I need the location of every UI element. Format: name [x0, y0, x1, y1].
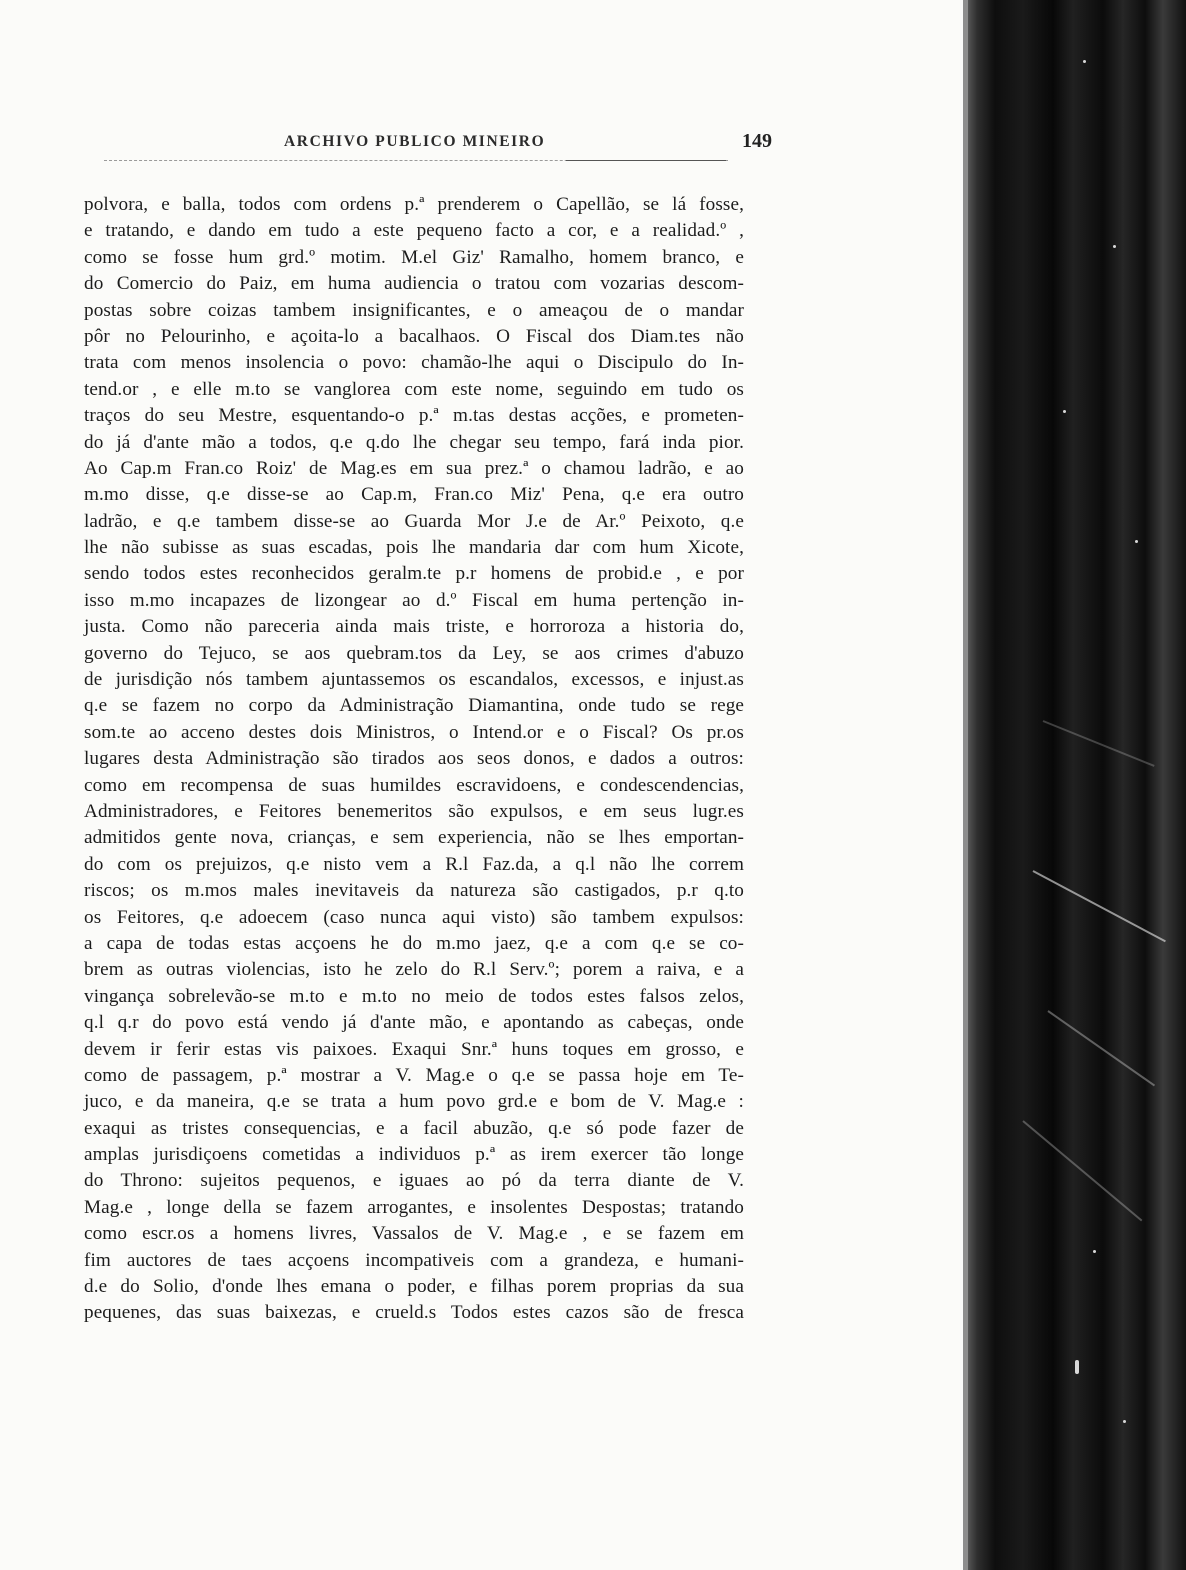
- text-line: exaqui as tristes consequencias, e a facil abuzão, q.e só pode fazer de: [84, 1117, 744, 1139]
- text-line: amplas jurisdiçoens cometidas a individuos p.ª as irem exercer tão longe: [84, 1144, 744, 1166]
- text-line: a capa de todas estas acçoens he do m.mo jaez, q.e a com q.e se co-: [84, 932, 744, 954]
- scan-speck: [1113, 245, 1116, 248]
- text-line: do Throno: sujeitos pequenos, e iguaes ao pó da terra diante de V.: [84, 1170, 744, 1192]
- scan-speck: [1075, 1360, 1079, 1374]
- text-line: som.te ao acceno destes dois Ministros, o Intend.or e o Fiscal? Os pr.os: [84, 721, 744, 743]
- scan-streak: [1047, 1010, 1155, 1086]
- text-line: como escr.os a homens livres, Vassalos de V. Mag.e , e se fazem em: [84, 1223, 744, 1245]
- text-line: justa. Como não pareceria ainda mais triste, e horroroza a historia do,: [84, 616, 744, 638]
- text-line: traços do seu Mestre, esquentando-o p.ª m.tas destas acções, e prometen-: [84, 405, 744, 427]
- text-line: brem as outras violencias, isto he zelo do R.l Serv.º; porem a raiva, e a: [84, 959, 744, 981]
- text-line: d.e do Solio, d'onde lhes emana o poder, e filhas porem proprias da sua: [84, 1276, 744, 1298]
- text-line: fim auctores de taes acçoens incompativeis com a grandeza, e humani-: [84, 1249, 744, 1271]
- scan-speck: [1135, 540, 1138, 543]
- header-rule-solid: [566, 160, 726, 161]
- scan-speck: [1123, 1420, 1126, 1423]
- text-line: polvora, e balla, todos com ordens p.ª prenderem o Capellão, se lá fosse,: [84, 194, 744, 215]
- text-line: q.l q.r do povo está vendo já d'ante mão, e apontando as cabeças, onde: [84, 1012, 744, 1034]
- text-line: sendo todos estes reconhecidos geralm.te p.r homens de probid.e , e por: [84, 563, 744, 585]
- text-line: governo do Tejuco, se aos quebram.tos da Ley, se aos crimes d'abuzo: [84, 642, 744, 664]
- running-title: ARCHIVO PUBLICO MINEIRO: [284, 133, 546, 150]
- text-line: vingança sobrelevão-se m.to e m.to no meio de todos estes falsos zelos,: [84, 985, 744, 1007]
- text-line: q.e se fazem no corpo da Administração Diamantina, onde tudo se rege: [84, 695, 744, 717]
- text-line: Ao Cap.m Fran.co Roiz' de Mag.es em sua prez.ª o chamou ladrão, e ao: [84, 457, 744, 479]
- text-line: devem ir ferir estas vis paixoes. Exaqui Snr.ª huns toques em grosso, e: [84, 1038, 744, 1060]
- scan-streak: [1033, 870, 1166, 942]
- scan-dark-edge: [963, 0, 1186, 1570]
- text-line: Administradores, e Feitores benemeritos são expulsos, e em seus lugr.es: [84, 800, 744, 822]
- scan-speck: [1083, 60, 1086, 63]
- scan-edge-rim: [963, 0, 968, 1570]
- page-number: 149: [742, 130, 772, 152]
- scan-speck: [1063, 410, 1066, 413]
- running-head: [84, 130, 772, 157]
- body-text: [84, 192, 744, 1327]
- text-line: ladrão, e q.e tambem disse-se ao Guarda Mor J.e de Ar.º Peixoto, q.e: [84, 510, 744, 532]
- text-line: trata com menos insolencia o povo: chamão-lhe aqui o Discipulo do In-: [84, 352, 744, 374]
- text-line: como em recompensa de suas humildes escravidoens, e condescendencias,: [84, 774, 744, 796]
- text-line: juco, e da maneira, q.e se trata a hum povo grd.e e bom de V. Mag.e :: [84, 1091, 744, 1113]
- text-line: m.mo disse, q.e disse-se ao Cap.m, Fran.co Miz' Pena, q.e era outro: [84, 484, 744, 506]
- text-line: pôr no Pelourinho, e açoita-lo a bacalhaos. O Fiscal dos Diam.tes não: [84, 325, 744, 347]
- text-line: lugares desta Administração são tirados aos seos donos, e dados a outros:: [84, 748, 744, 770]
- text-line: admitidos gente nova, crianças, e sem experiencia, não se lhes emportan-: [84, 827, 744, 849]
- text-line: como de passagem, p.ª mostrar a V. Mag.e o q.e se passa hoje em Te-: [84, 1064, 744, 1086]
- text-line: como se fosse hum grd.º motim. M.el Giz' Ramalho, homem branco, e: [84, 246, 744, 268]
- text-line: de jurisdição nós tambem ajuntassemos os escandalos, excessos, e injust.as: [84, 669, 744, 691]
- text-line: riscos; os m.mos males inevitaveis da natureza são castigados, p.r q.to: [84, 880, 744, 902]
- text-line: os Feitores, q.e adoecem (caso nunca aqui visto) são tambem expulsos:: [84, 906, 744, 928]
- text-line: do com os prejuizos, q.e nisto vem a R.l Faz.da, a q.l não lhe correm: [84, 853, 744, 875]
- text-line: isso m.mo incapazes de lizongear ao d.º Fiscal em huma pertenção in-: [84, 589, 744, 611]
- text-line: Mag.e , longe della se fazem arrogantes, e insolentes Despostas; tratando: [84, 1196, 744, 1218]
- text-line: do Comercio do Paiz, em huma audiencia o tratou com vozarias descom-: [84, 273, 744, 295]
- text-line: e tratando, e dando em tudo a este pequeno facto a cor, e a realidad.º ,: [84, 220, 744, 242]
- text-line: postas sobre coizas tambem insignificantes, e o ameaçou de o mandar: [84, 299, 744, 321]
- text-line: pequenes, das suas baixezas, e crueld.s Todos estes cazos são de fresca: [84, 1302, 744, 1324]
- text-line: lhe não subisse as suas escadas, pois lhe mandaria dar com hum Xicote,: [84, 537, 744, 559]
- scan-streak: [1043, 720, 1155, 767]
- scan-streak: [1022, 1120, 1142, 1221]
- scan-speck: [1093, 1250, 1096, 1253]
- text-line: do já d'ante mão a todos, q.e q.do lhe chegar seu tempo, fará inda pior.: [84, 431, 744, 453]
- text-line: tend.or , e elle m.to se vanglorea com este nome, seguindo em tudo os: [84, 378, 744, 400]
